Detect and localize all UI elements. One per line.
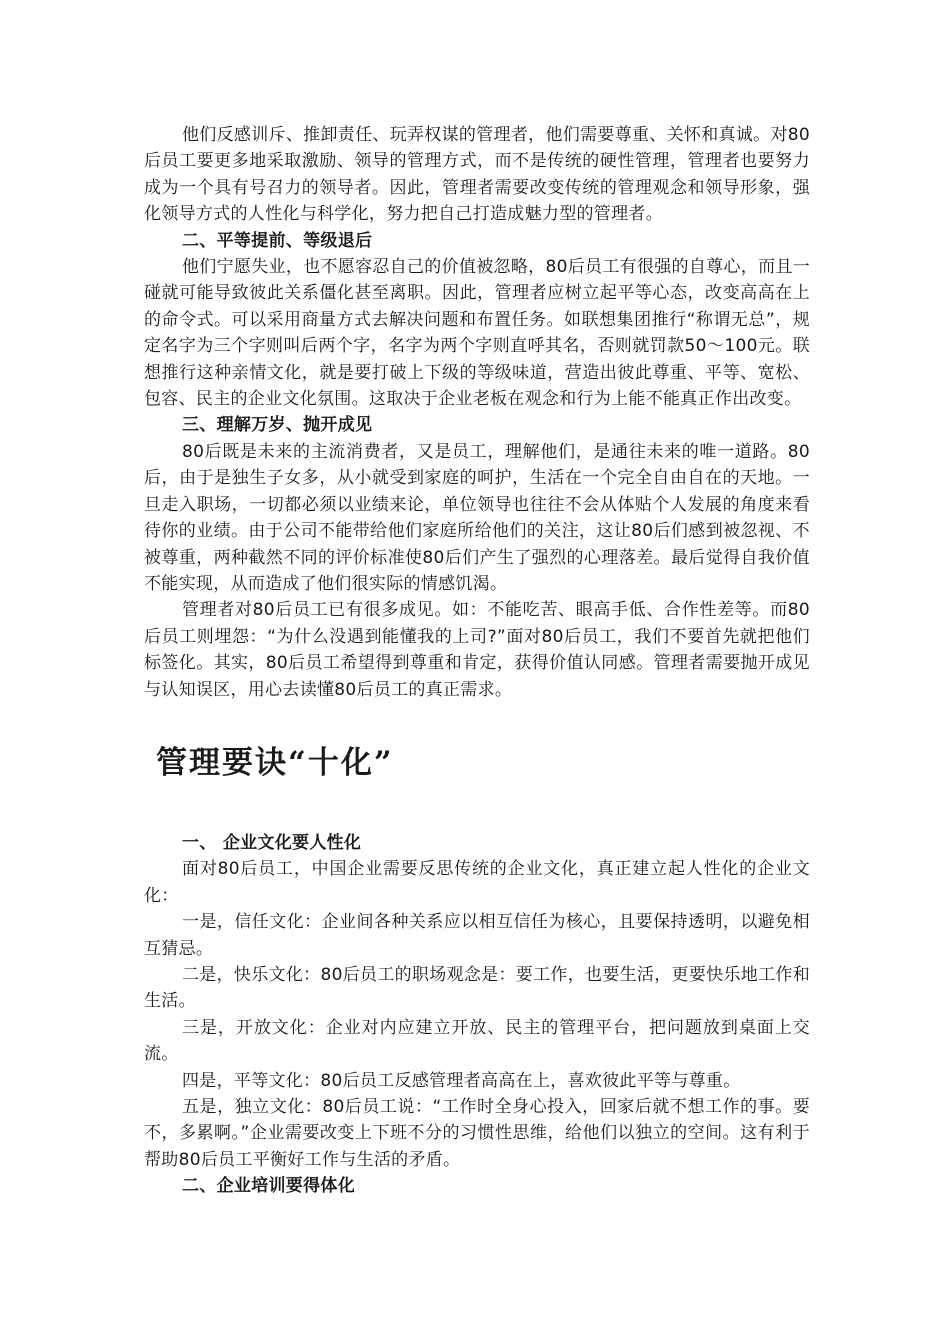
- section-heading: 二、企业培训要得体化: [182, 1176, 355, 1197]
- paragraph: 三是，开放文化：企业对内应建立开放、民主的管理平台，把问题放到桌面上交流。: [144, 1017, 810, 1065]
- paragraph: 四是，平等文化：80后员工反感管理者高高在上，喜欢彼此平等与尊重。: [182, 1070, 741, 1091]
- paragraph: 80后既是未来的主流消费者，又是员工，理解他们，是通往未来的唯一道路。80后，由于是独生子女多，从小就受到家庭的呵护，生活在一个完全自由自在的天地。一旦走入职场，一切都必须以业绩来论，单位领导也往往不会从体贴个人发展的角度来看待你的业绩。由于公司不能带给他们家庭所给他们的关注，这让80后们感到被忽视、不被尊重，两种截然不同的评价标准使80后们产生了强烈的心理落差。最后觉得自我价值不能实现，从而造成了他们很实际的情感饥渴。: [144, 441, 810, 594]
- paragraph: 二是，快乐文化：80后员工的职场观念是：要工作，也要生活，更要快乐地工作和生活。: [144, 964, 810, 1012]
- section-heading: 三、理解万岁、抛开成见: [182, 415, 373, 436]
- section-heading: 一、 企业文化要人性化: [182, 832, 362, 853]
- paragraph: 五是，独立文化：80后员工说：“工作时全身心投入，回家后就不想工作的事。要不，多累啊。”企业需要改变上下班不分的习惯性思维，给他们以独立的空间。这有利于帮助80后员工平衡好工作与生活的矛盾。: [144, 1097, 810, 1170]
- section-heading: 二、平等提前、等级退后: [182, 230, 373, 251]
- page-title: 管理要诀“十化”: [156, 744, 394, 781]
- section-80s-management: [144, 122, 810, 703]
- paragraph: 他们宁愿失业，也不愿容忍自己的价值被忽略，80后员工有很强的自尊心，而且一碰就可能导致彼此关系僵化甚至离职。因此，管理者应树立起平等心态，改变高高在上的命令式。可以采用商量方式去解决问题和布置任务。如联想集团推行“称谓无总”，规定名字为三个字则叫后两个字，名字为两个字则直呼其名，否则就罚款50～100元。联想推行这种亲情文化，就是要打破上下级的等级味道，营造出彼此尊重、平等、宽松、包容、民主的企业文化氛围。这取决于企业老板在观念和行为上能不能真正作出改变。: [144, 257, 810, 410]
- paragraph: 一是，信任文化：企业间各种关系应以相互信任为核心，且要保持透明，以避免相互猜忌。: [144, 912, 810, 959]
- paragraph: 管理者对80后员工已有很多成见。如：不能吃苦、眼高手低、合作性差等。而80后员工则埋怨：“为什么没遇到能懂我的上司?”面对80后员工，我们不要首先就把他们标签化。其实，80后员工希望得到尊重和肯定，获得价值认同感。管理者需要抛开成见与认知误区，用心去读懂80后员工的真正需求。: [144, 600, 810, 700]
- section-ten-principles: [144, 830, 810, 1200]
- document-page: [144, 122, 810, 1200]
- paragraph: 面对80后员工，中国企业需要反思传统的企业文化，真正建立起人性化的企业文化：: [144, 859, 810, 906]
- paragraph: 他们反感训斥、推卸责任、玩弄权谋的管理者，他们需要尊重、关怀和真诚。对80后员工要更多地采取激励、领导的管理方式，而不是传统的硬性管理，管理者也要努力成为一个具有号召力的领导者。因此，管理者需要改变传统的管理观念和领导形象，强化领导方式的人性化与科学化，努力把自己打造成魅力型的管理者。: [144, 125, 810, 225]
